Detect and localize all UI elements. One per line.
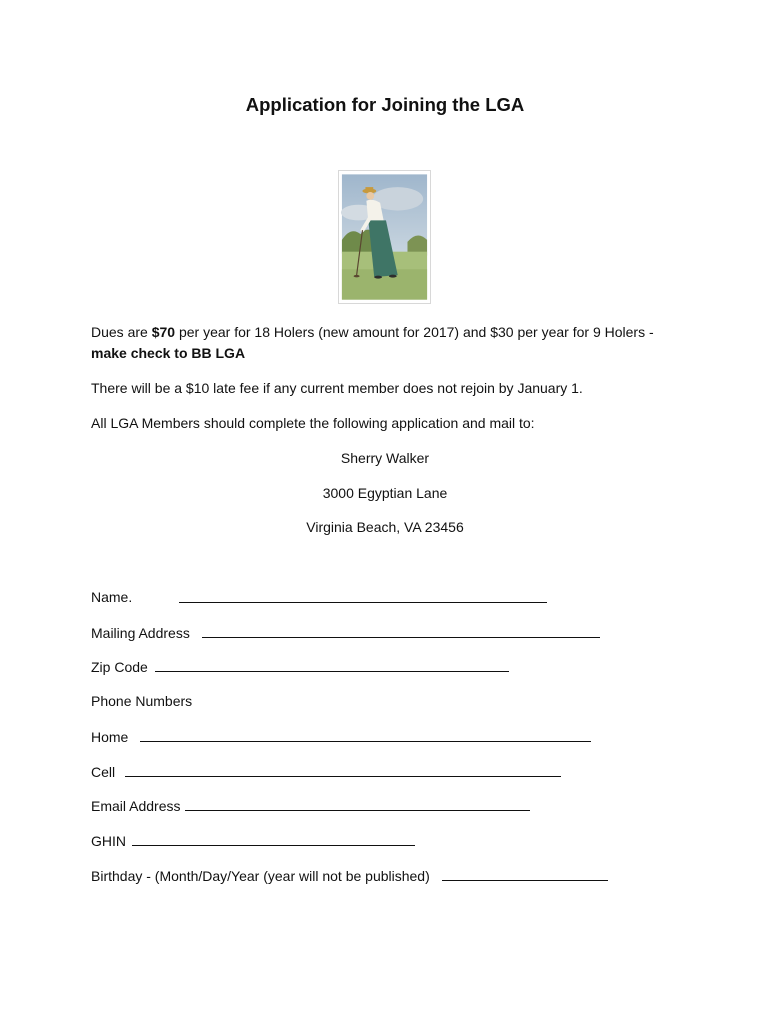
email-address-field[interactable] xyxy=(185,795,530,811)
check-note-text: make check to BB LGA xyxy=(91,345,246,361)
mailing-address-field[interactable] xyxy=(202,622,600,638)
home-label: Home xyxy=(91,729,129,745)
page-title: Application for Joining the LGA xyxy=(245,94,525,115)
email-label: Email Address xyxy=(91,798,181,814)
phone-numbers-label: Phone Numbers xyxy=(91,693,193,709)
home-row xyxy=(91,726,591,747)
dues-rest: per year for 18 Holers (new amount for 2017) and $30 per year for 9 Holers - xyxy=(175,324,654,340)
golfer-illustration xyxy=(338,170,431,304)
dues-amount: $70 xyxy=(151,324,176,340)
check-note xyxy=(91,343,245,363)
cell-row xyxy=(91,761,561,782)
address-street: 3000 Egyptian Lane xyxy=(322,485,448,501)
ghin-field[interactable] xyxy=(132,830,415,846)
dues-line xyxy=(91,322,654,342)
zip-code-field[interactable] xyxy=(155,656,509,672)
dues-prefix: Dues are xyxy=(91,324,152,340)
late-fee-text: There will be a $10 late fee if any current member does not rejoin by January 1. xyxy=(91,380,583,396)
name-row xyxy=(91,587,132,607)
cell-phone-field[interactable] xyxy=(125,761,561,777)
cell-label: Cell xyxy=(91,764,116,780)
ghin-label: GHIN xyxy=(91,833,126,849)
birthday-field[interactable] xyxy=(442,865,608,881)
zip-row xyxy=(91,656,509,677)
birthday-row xyxy=(91,865,608,886)
email-row xyxy=(91,795,530,816)
address-name: Sherry Walker xyxy=(340,450,430,466)
name-field[interactable] xyxy=(179,587,547,603)
ghin-row xyxy=(91,830,415,851)
mail-intro-text: All LGA Members should complete the following application and mail to: xyxy=(91,415,535,431)
mailing-label: Mailing Address xyxy=(91,625,190,641)
address-city: Virginia Beach, VA 23456 xyxy=(306,519,464,535)
name-label: Name. xyxy=(91,589,133,605)
zip-label: Zip Code xyxy=(91,659,148,675)
mailing-row xyxy=(91,622,600,643)
home-phone-field[interactable] xyxy=(140,726,591,742)
birthday-label: Birthday - (Month/Day/Year (year will not be published) xyxy=(91,868,430,884)
